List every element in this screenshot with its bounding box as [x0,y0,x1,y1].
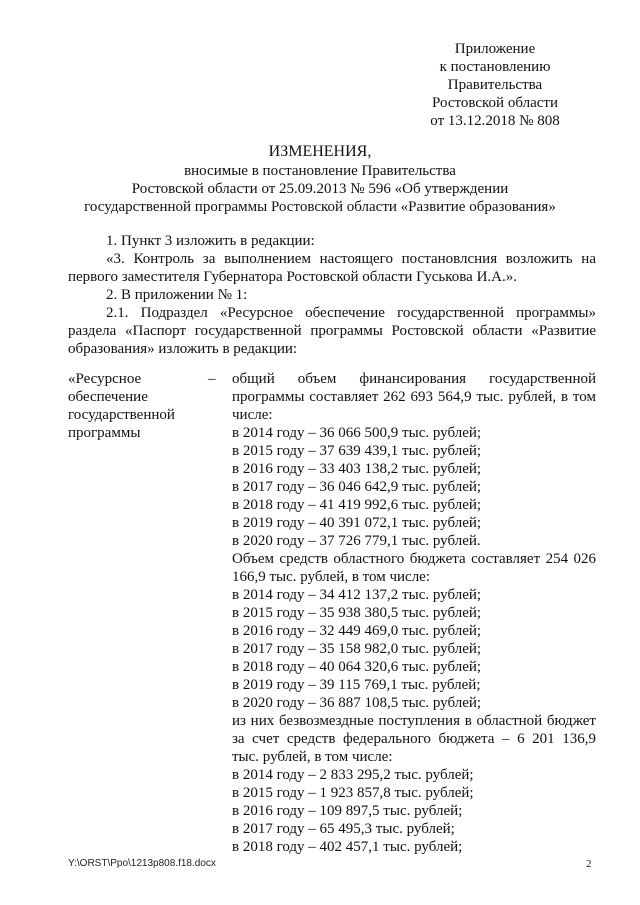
appendix-line: Приложение [454,41,536,57]
regional-year-line: в 2015 году – 35 938 380,5 тыс. рублей; [232,605,482,621]
federal-year-line: в 2015 году – 1 923 857,8 тыс. рублей; [232,785,474,801]
regional-year-line: в 2020 году – 36 887 108,5 тыс. рублей; [232,695,482,711]
title-heading: ИЗМЕНЕНИЯ, [268,143,372,160]
appendix-line: Ростовской области [432,95,558,111]
federal-year-line: в 2016 году – 109 897,5 тыс. рублей; [232,803,463,819]
paragraph-3: 2. В приложении № 1: [106,287,248,303]
regional-year-line: в 2014 году – 34 412 137,2 тыс. рублей; [232,587,482,603]
document-title [40,142,600,216]
regional-year-line: в 2019 году – 39 115 769,1 тыс. рублей; [232,677,481,693]
title-line: Ростовской области от 25.09.2013 № 596 «Об утверждении [131,181,509,197]
paragraph-4: 2.1. Подраздел «Ресурсное обеспечение государственной программы» раздела «Паспорт государственной программы Ростовской области «Развитие образования» изложить в редакции: [68,305,596,357]
total-year-line: в 2016 году – 33 403 138,2 тыс. рублей; [232,461,482,477]
total-year-line: в 2015 году – 37 639 439,1 тыс. рублей; [232,443,482,459]
regional-intro: Объем средств областного бюджета составляет 254 026 166,9 тыс. рублей, в том числе: [232,551,596,585]
total-year-line: в 2017 году – 36 046 642,9 тыс. рублей; [232,479,482,495]
total-year-line: в 2018 году – 41 419 992,6 тыс. рублей; [232,497,482,513]
total-intro: общий объем финансирования государственной программы составляет 262 693 564,9 тыс. рублей, в том числе: [232,371,596,423]
body-section [68,232,596,358]
federal-year-line: в 2017 году – 65 495,3 тыс. рублей; [232,821,455,837]
resource-label: «Ресурсное обеспечение государственной программы [68,371,175,441]
file-path-footer: Y:\ORST\Ppo\1213p808.f18.docx [68,858,216,869]
appendix-line: от 13.12.2018 № 808 [430,113,560,129]
federal-intro: из них безвозмездные поступления в областной бюджет за счет средств федерального бюджета – 6 201 136,9 тыс. рублей, в том числе: [232,713,596,765]
page-number: 2 [586,858,592,870]
total-year-line: в 2020 году – 37 726 779,1 тыс. рублей. [232,533,481,549]
title-line: вносимые в постановление Правительства [184,163,456,179]
appendix-header [420,40,570,130]
federal-year-line: в 2014 году – 2 833 295,2 тыс. рублей; [232,767,474,783]
regional-year-line: в 2018 году – 40 064 320,6 тыс. рублей; [232,659,482,675]
paragraph-1: 1. Пункт 3 изложить в редакции: [106,233,315,249]
title-line: государственной программы Ростовской области «Развитие образования» [84,199,556,215]
total-year-line: в 2014 году – 36 066 500,9 тыс. рублей; [232,425,482,441]
resource-content [232,370,596,856]
appendix-line: Правительства [447,77,543,93]
federal-year-line: в 2018 году – 402 457,1 тыс. рублей; [232,839,463,855]
paragraph-2: «3. Контроль за выполнением настоящего постановлсния возложить на первого заместителя Губернатора Ростовской области Гуськова И.А.». [68,251,596,285]
total-year-line: в 2019 году – 40 391 072,1 тыс. рублей; [232,515,482,531]
regional-year-line: в 2017 году – 35 158 982,0 тыс. рублей; [232,641,482,657]
regional-year-line: в 2016 году – 32 449 469,0 тыс. рублей; [232,623,482,639]
resource-dash: – [208,371,216,387]
appendix-line: к постановлению [439,59,551,75]
